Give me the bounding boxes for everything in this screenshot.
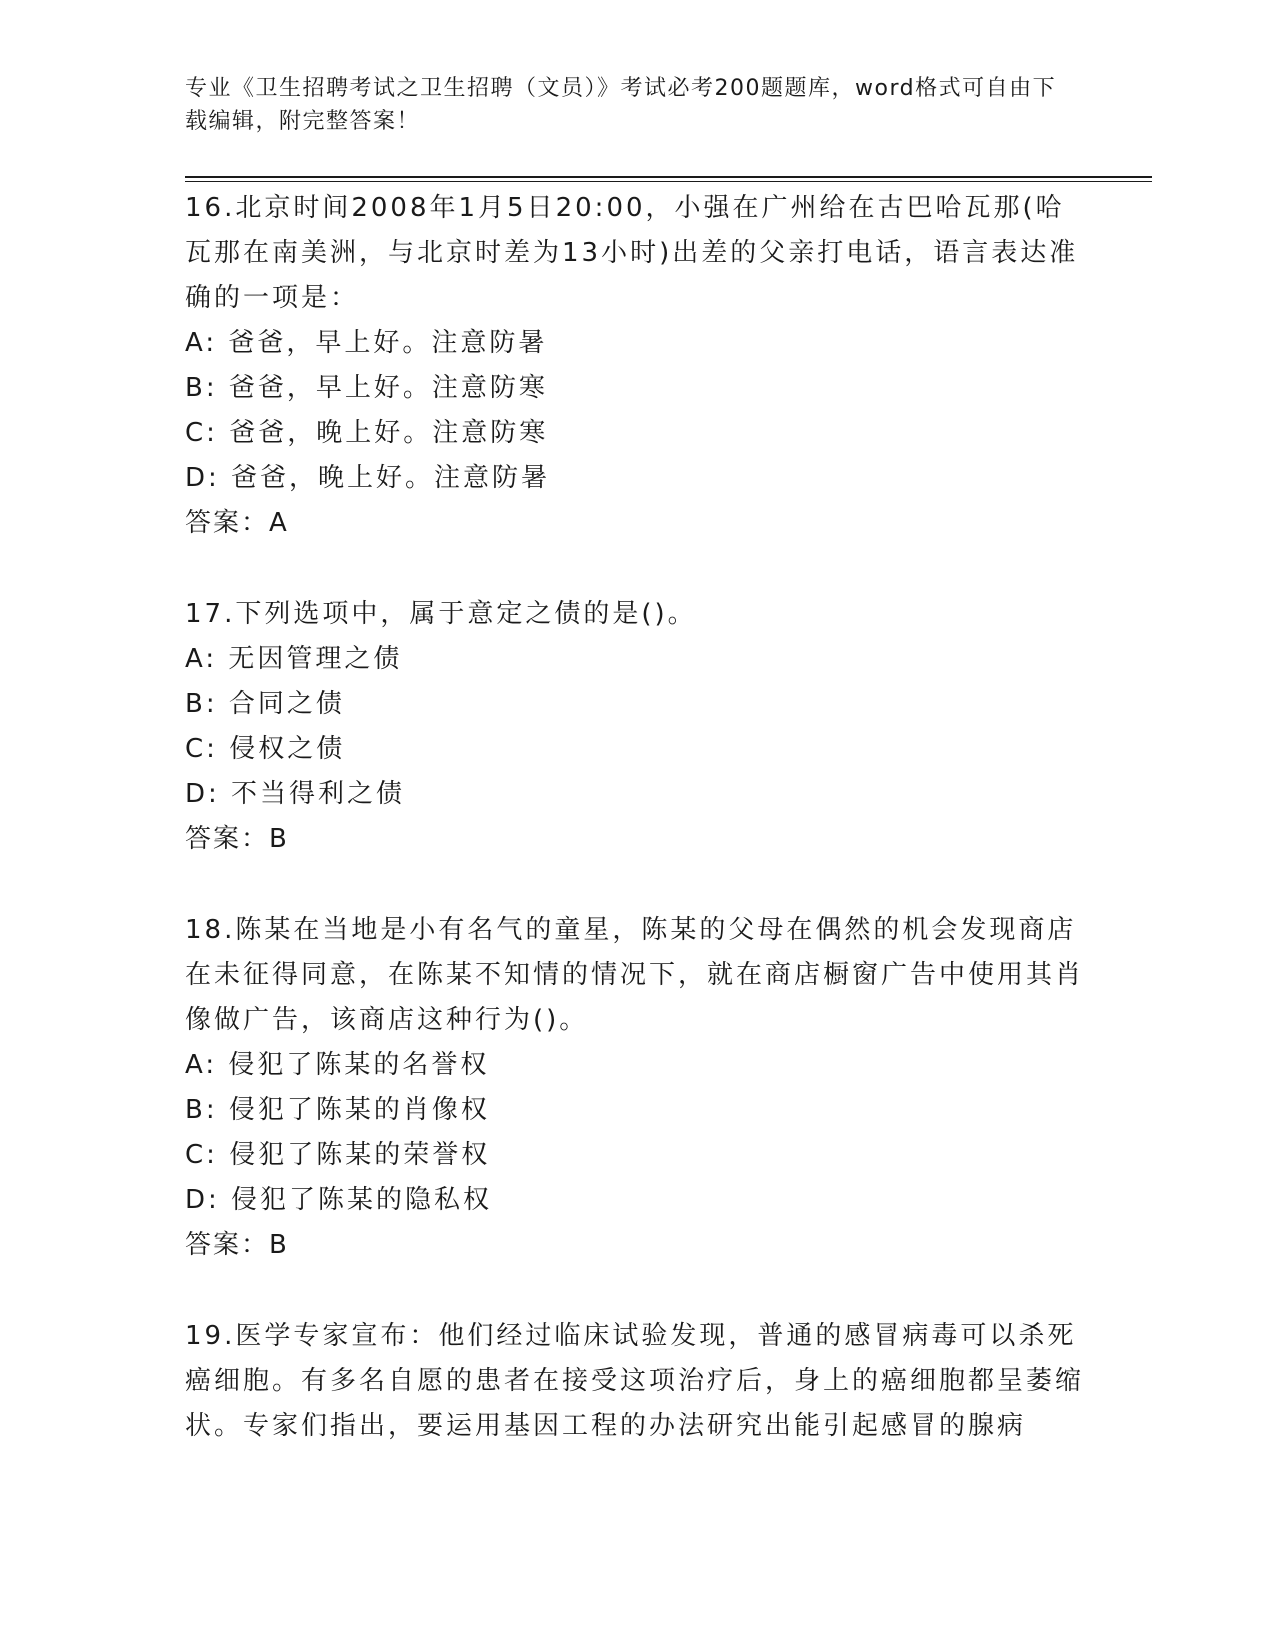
answer-value: B bbox=[269, 1230, 290, 1260]
question-18 bbox=[185, 908, 1085, 1268]
option-a bbox=[185, 637, 1085, 682]
option-text: 侵犯了陈某的荣誉权 bbox=[229, 1140, 491, 1170]
option-c bbox=[185, 727, 1085, 772]
answer-value: B bbox=[269, 824, 290, 854]
option-a bbox=[185, 1043, 1085, 1088]
option-text: 爸爸，晚上好。注意防寒 bbox=[229, 418, 549, 448]
question-stem: 18.陈某在当地是小有名气的童星，陈某的父母在偶然的机会发现商店在未征得同意，在陈某不知情的情况下，就在商店橱窗广告中使用其肖像做广告，该商店这种行为()。 bbox=[185, 915, 1085, 1035]
option-b bbox=[185, 1088, 1085, 1133]
answer-label: 答案： bbox=[185, 508, 270, 538]
option-d bbox=[185, 456, 1085, 501]
answer-line bbox=[185, 817, 1085, 862]
header-divider-thin bbox=[185, 181, 1152, 182]
option-b bbox=[185, 366, 1085, 411]
option-label: B: bbox=[185, 373, 218, 403]
option-label: A: bbox=[185, 644, 218, 674]
document-header: 专业《卫生招聘考试之卫生招聘（文员）》考试必考200题题库，word格式可自由下载编辑，附完整答案！ bbox=[185, 76, 1057, 134]
option-text: 侵犯了陈某的肖像权 bbox=[228, 1095, 490, 1125]
option-text: 侵犯了陈某的隐私权 bbox=[231, 1185, 493, 1215]
option-text: 侵权之债 bbox=[229, 734, 346, 764]
option-text: 合同之债 bbox=[228, 689, 345, 719]
question-16 bbox=[185, 186, 1085, 546]
option-label: B: bbox=[185, 1095, 218, 1125]
option-b bbox=[185, 682, 1085, 727]
answer-value: A bbox=[269, 508, 290, 538]
option-c bbox=[185, 411, 1085, 456]
option-d bbox=[185, 1178, 1085, 1223]
option-text: 无因管理之债 bbox=[228, 644, 403, 674]
option-text: 爸爸，早上好。注意防暑 bbox=[228, 328, 548, 358]
answer-line bbox=[185, 501, 1085, 546]
option-label: C: bbox=[185, 1140, 218, 1170]
option-d bbox=[185, 772, 1085, 817]
header-divider-thick bbox=[185, 176, 1152, 178]
option-label: D: bbox=[185, 463, 220, 493]
question-stem: 17.下列选项中，属于意定之债的是()。 bbox=[185, 599, 697, 629]
option-label: C: bbox=[185, 418, 218, 448]
option-label: B: bbox=[185, 689, 218, 719]
option-text: 不当得利之债 bbox=[231, 779, 406, 809]
answer-label: 答案： bbox=[185, 1230, 270, 1260]
question-19 bbox=[185, 1314, 1085, 1449]
question-17 bbox=[185, 592, 1085, 862]
option-label: A: bbox=[185, 1050, 218, 1080]
option-label: D: bbox=[185, 1185, 220, 1215]
question-stem: 16.北京时间2008年1月5日20:00，小强在广州给在古巴哈瓦那(哈瓦那在南美洲，与北京时差为13小时)出差的父亲打电话，语言表达准确的一项是： bbox=[185, 193, 1079, 313]
question-list bbox=[185, 186, 1085, 1495]
option-a bbox=[185, 321, 1085, 366]
answer-label: 答案： bbox=[185, 824, 270, 854]
option-text: 爸爸，早上好。注意防寒 bbox=[228, 373, 548, 403]
option-label: C: bbox=[185, 734, 218, 764]
option-label: D: bbox=[185, 779, 220, 809]
option-text: 爸爸，晚上好。注意防暑 bbox=[231, 463, 551, 493]
answer-line bbox=[185, 1223, 1085, 1268]
question-stem: 19.医学专家宣布：他们经过临床试验发现，普通的感冒病毒可以杀死癌细胞。有多名自愿的患者在接受这项治疗后，身上的癌细胞都呈萎缩状。专家们指出，要运用基因工程的办法研究出能引起感冒的腺病 bbox=[185, 1321, 1085, 1441]
option-text: 侵犯了陈某的名誉权 bbox=[228, 1050, 490, 1080]
option-label: A: bbox=[185, 328, 218, 358]
option-c bbox=[185, 1133, 1085, 1178]
